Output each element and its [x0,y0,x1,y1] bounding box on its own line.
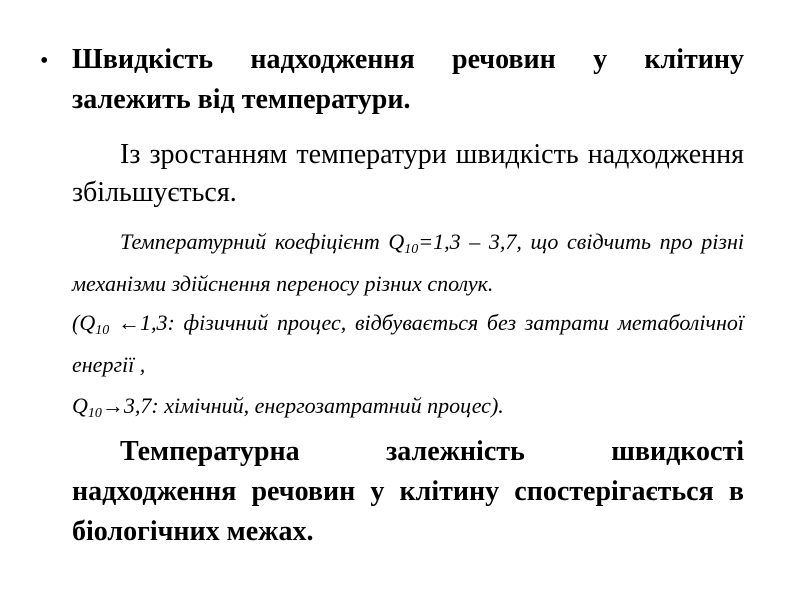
physical-prefix: (Q [72,310,96,335]
conclusion-text: Температурна залежність швидкості надходження речовин у клітину спостерігається в біологічних межах. [72,436,744,547]
coefficient-text [72,225,744,301]
chemical-process-text [72,389,744,431]
statement-text: Із зростанням температури швидкість надходження збільшується. [72,139,744,208]
physical-suffix: ←1,3: фізичний процес, відбувається без затрати метаболічної енергії , [72,310,744,377]
physical-process-text [72,306,744,382]
chemical-suffix: →3,7: хімічний, енергозатратний процес). [101,393,504,418]
bullet-marker: • [40,48,49,74]
heading-text: Швидкість надходження речовин у клітину залежить від температури. [72,44,744,115]
coefficient-suffix: =1,3 – 3,7, що свідчить про різні механізми здійснення переносу різних сполук. [72,229,744,296]
coefficient-prefix: Температурний коефіцієнт Q [120,229,405,254]
chemical-subscript: 10 [87,406,102,421]
physical-subscript: 10 [95,323,110,338]
coefficient-subscript: 10 [404,242,419,257]
chemical-prefix: Q [72,393,88,418]
